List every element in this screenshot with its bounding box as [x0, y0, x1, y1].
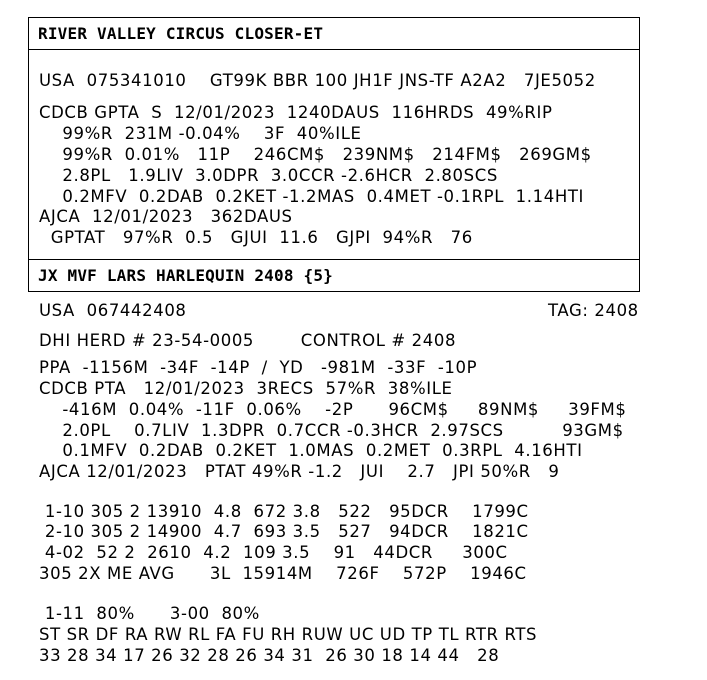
animal-header-box-1	[28, 17, 640, 50]
pta-production-line: -416M 0.04% -11F 0.06% -2P 96CM$ 89NM$ 39FM$	[39, 400, 627, 419]
pta-wellness-line: 0.1MFV 0.2DAB 0.2KET 1.0MAS 0.2MET 0.3RPL 4.16HTI	[39, 441, 583, 460]
gpta-health-line: 2.8PL 1.9LIV 3.0DPR 3.0CCR -2.6HCR 2.80SCS	[39, 166, 498, 185]
gptat-line: GPTAT 97%R 0.5 GJUI 11.6 GJPI 94%R 76	[39, 228, 473, 247]
lactation-record: 2-10 305 2 14900 4.7 693 3.5 527 94DCR 1821C	[39, 522, 529, 541]
cdcb-pta-line: CDCB PTA 12/01/2023 3RECS 57%R 38%ILE	[39, 379, 453, 398]
cdcb-gpta-line: CDCB GPTA S 12/01/2023 1240DAUS 116HRDS 49%RIP	[39, 103, 553, 122]
gpta-wellness-line: 0.2MFV 0.2DAB 0.2KET -1.2MAS 0.4MET -0.1RPL 1.14HTI	[39, 187, 584, 206]
gpta-milk-line: 99%R 231M -0.04% 3F 40%ILE	[39, 124, 362, 143]
herd-control-line: DHI HERD # 23-54-0005 CONTROL # 2408	[39, 331, 457, 350]
lactation-record: 4-02 52 2 2610 4.2 109 3.5 91 44DCR 300C	[39, 543, 508, 562]
animal-name-2: JX MVF LARS HARLEQUIN 2408 {5}	[38, 266, 333, 285]
classification-scores: 1-11 80% 3-00 80%	[39, 604, 260, 623]
me-average-line: 305 2X ME AVG 3L 15914M 726F 572P 1946C	[39, 564, 527, 583]
ppa-line: PPA -1156M -34F -14P / YD -981M -33F -10P	[39, 358, 478, 377]
registration-line: USA 075341010 GT99K BBR 100 JH1F JNS-TF A2A2 7JE5052	[39, 71, 596, 90]
linear-trait-scores: 33 28 34 17 26 32 28 26 34 31 26 30 18 14 44 28	[39, 646, 500, 665]
animal-header-box-2	[28, 259, 640, 292]
ajca-line: AJCA 12/01/2023 362DAUS	[39, 207, 293, 226]
gpta-index-line: 99%R 0.01% 11P 246CM$ 239NM$ 214FM$ 269GM$	[39, 145, 592, 164]
registration-number: USA 067442408	[39, 301, 187, 320]
animal-name-1: RIVER VALLEY CIRCUS CLOSER-ET	[38, 24, 324, 43]
lactation-record: 1-10 305 2 13910 4.8 672 3.8 522 95DCR 1799C	[39, 502, 529, 521]
tag-number: TAG: 2408	[548, 301, 639, 320]
linear-trait-headers: ST SR DF RA RW RL FA FU RH RUW UC UD TP TL RTR RTS	[39, 625, 538, 644]
ajca-ptat-line: AJCA 12/01/2023 PTAT 49%R -1.2 JUI 2.7 JPI 50%R 9	[39, 462, 560, 481]
pta-health-line: 2.0PL 0.7LIV 1.3DPR 0.7CCR -0.3HCR 2.97SCS 93GM$	[39, 421, 624, 440]
